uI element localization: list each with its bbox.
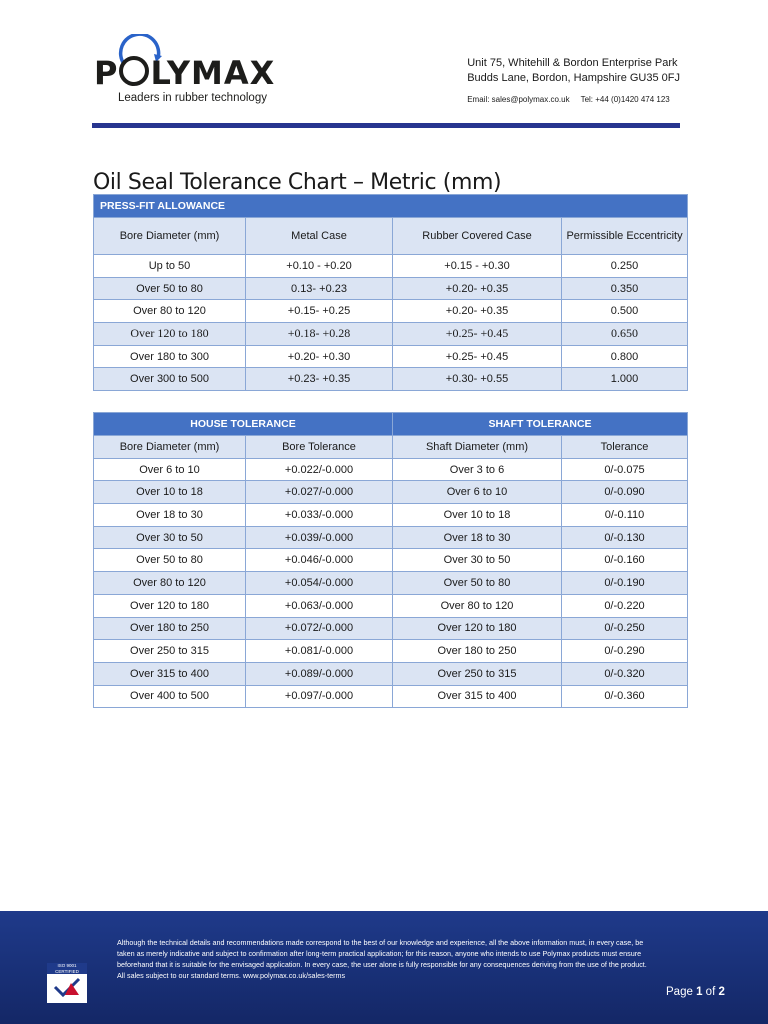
table-cell: Over 30 to 50 [94,526,246,549]
column-header: Permissible Eccentricity [562,218,688,255]
table-cell: Over 120 to 180 [94,323,246,346]
table-cell: Over 3 to 6 [393,458,562,481]
table-cell: +0.033/-0.000 [246,504,393,527]
column-header: Bore Diameter (mm) [94,218,246,255]
table-cell: Over 30 to 50 [393,549,562,572]
table-cell: 0/-0.090 [562,481,688,504]
iso-check-icon [53,977,81,997]
table-row [94,662,688,685]
table-cell: Over 50 to 80 [393,572,562,595]
table-cell: +0.15 - +0.30 [393,255,562,278]
table-cell: 0/-0.130 [562,526,688,549]
table-cell: 0/-0.075 [562,458,688,481]
tolerance-table [93,412,688,708]
table-cell: Over 18 to 30 [94,504,246,527]
address-line-2: Budds Lane, Bordon, Hampshire GU35 0FJ [467,72,680,84]
page-title: Oil Seal Tolerance Chart – Metric (mm) [93,169,502,195]
email-text[interactable]: Email: sales@polymax.co.uk [467,95,570,104]
page-current: 1 [696,986,703,998]
address-line-1: Unit 75, Whitehill & Bordon Enterprise Park [467,57,678,69]
table-cell: +0.15- +0.25 [246,300,393,323]
press-fit-table [93,194,688,391]
table-cell: Over 18 to 30 [393,526,562,549]
tel-text: Tel: +44 (0)1420 474 123 [580,95,670,104]
table-cell: Over 120 to 180 [393,617,562,640]
table-row [94,504,688,527]
table-cell: +0.20- +0.30 [246,345,393,368]
table-row [94,526,688,549]
table-row [94,640,688,663]
table-cell: 0.250 [562,255,688,278]
table-cell: Over 400 to 500 [94,685,246,708]
column-header: Tolerance [562,436,688,459]
press-fit-header-row [94,218,688,255]
header-divider [92,123,680,128]
page-of: of [705,986,716,998]
table-cell: Over 180 to 300 [94,345,246,368]
page-indicator [666,986,725,998]
table-cell: +0.25- +0.45 [393,323,562,346]
table-cell: Up to 50 [94,255,246,278]
table-cell: 1.000 [562,368,688,391]
iso-certified-badge [47,963,87,1003]
logo-o-ring-icon [119,56,149,86]
disclaimer-text: Although the technical details and recommendations made correspond to the best of our knowledge and experience, all the above information must, in every case, be taken as merely indicative and subject to confirmation after long-term practical application; for this reason, anyone who intends to use Polymax products must ensure beforehand that it is suitable for the envisaged application. In every case, the user alone is fully responsible for any consequences deriving from the use of the product. All sales subject to our standard terms. www.polymax.co.uk/sales-terms [117,938,647,980]
house-tolerance-band: HOUSE TOLERANCE [94,413,393,436]
contact-line [467,92,680,107]
table-row [94,549,688,572]
table-cell: +0.089/-0.000 [246,662,393,685]
table-cell: Over 6 to 10 [393,481,562,504]
table-cell: Over 6 to 10 [94,458,246,481]
table-cell: Over 10 to 18 [393,504,562,527]
table-cell: Over 120 to 180 [94,594,246,617]
table-cell: Over 300 to 500 [94,368,246,391]
table-cell: 0/-0.190 [562,572,688,595]
shaft-tolerance-band: SHAFT TOLERANCE [393,413,688,436]
table-cell: Over 50 to 80 [94,549,246,572]
table-cell: Over 315 to 400 [94,662,246,685]
table-cell: Over 315 to 400 [393,685,562,708]
logo-word-rest: LYMAX [150,54,276,92]
table-row [94,685,688,708]
table-cell: +0.027/-0.000 [246,481,393,504]
table-row [94,368,688,391]
table-cell: Over 80 to 120 [94,572,246,595]
table-cell: Over 10 to 18 [94,481,246,504]
table-cell: Over 180 to 250 [94,617,246,640]
table-row [94,345,688,368]
iso-badge-text: ISO 9001 CERTIFIED [47,963,87,974]
table-cell: 0/-0.290 [562,640,688,663]
table-cell: 0/-0.360 [562,685,688,708]
table-row [94,255,688,278]
table-cell: 0/-0.110 [562,504,688,527]
table-cell: +0.10 - +0.20 [246,255,393,278]
logo-tagline: Leaders in rubber technology [118,92,267,104]
table-cell: 0/-0.220 [562,594,688,617]
table-row [94,594,688,617]
table-row [94,481,688,504]
table-cell: +0.20- +0.35 [393,300,562,323]
column-header: Metal Case [246,218,393,255]
table-row [94,617,688,640]
column-header: Shaft Diameter (mm) [393,436,562,459]
table-cell: +0.046/-0.000 [246,549,393,572]
table-row [94,572,688,595]
table-cell: Over 180 to 250 [393,640,562,663]
table-cell: Over 250 to 315 [94,640,246,663]
polymax-logo [94,34,324,108]
table-cell: +0.063/-0.000 [246,594,393,617]
table-cell: +0.30- +0.55 [393,368,562,391]
table-row [94,458,688,481]
company-address [467,56,680,107]
table-cell: 0/-0.160 [562,549,688,572]
table-row [94,323,688,346]
press-fit-band: PRESS-FIT ALLOWANCE [94,195,688,218]
table-row [94,277,688,300]
column-header: Rubber Covered Case [393,218,562,255]
table-cell: +0.039/-0.000 [246,526,393,549]
table-cell: +0.081/-0.000 [246,640,393,663]
table-cell: +0.23- +0.35 [246,368,393,391]
table-cell: 0/-0.320 [562,662,688,685]
table-cell: +0.072/-0.000 [246,617,393,640]
table-cell: +0.022/-0.000 [246,458,393,481]
table-cell: 0.13- +0.23 [246,277,393,300]
table-cell: 0/-0.250 [562,617,688,640]
table-cell: Over 80 to 120 [393,594,562,617]
table-cell: Over 250 to 315 [393,662,562,685]
column-header: Bore Tolerance [246,436,393,459]
table-cell: 0.350 [562,277,688,300]
page-total: 2 [718,986,725,998]
table-cell: Over 80 to 120 [94,300,246,323]
footer-band [0,911,768,1024]
table-cell: 0.500 [562,300,688,323]
table-row [94,300,688,323]
table-cell: +0.054/-0.000 [246,572,393,595]
page-word: Page [666,986,693,998]
table-cell: 0.650 [562,323,688,346]
table-cell: Over 50 to 80 [94,277,246,300]
tolerance-header-row [94,436,688,459]
column-header: Bore Diameter (mm) [94,436,246,459]
table-cell: +0.097/-0.000 [246,685,393,708]
table-cell: +0.20- +0.35 [393,277,562,300]
table-cell: 0.800 [562,345,688,368]
logo-letter-p: P [94,54,119,92]
table-cell: +0.18- +0.28 [246,323,393,346]
table-cell: +0.25- +0.45 [393,345,562,368]
